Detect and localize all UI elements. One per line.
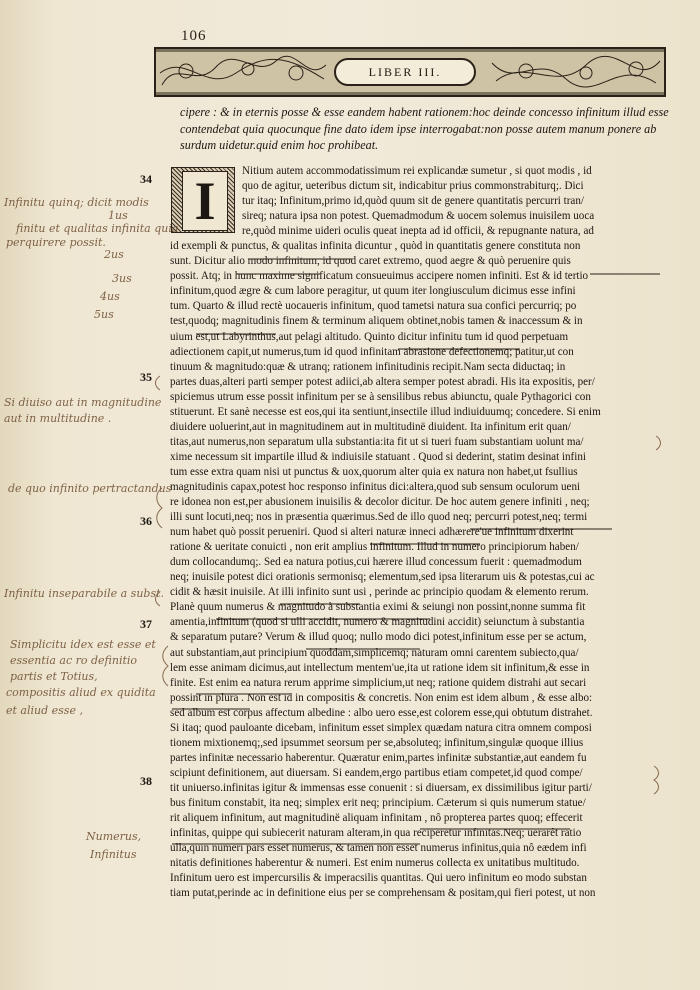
margin-note: 2us — [104, 248, 124, 261]
text-line: cidit & hæsit inuisile. At illi infinito sunt usi , perinde ac principio quodam & elemento rerum. — [170, 586, 589, 599]
text-line: tionem mixtionemq;,sed ipsummet seorsum per se,absoluteq; infinitum,singulæ quoque illius — [170, 736, 584, 749]
margin-note: essentia ac ro definitio — [10, 654, 138, 667]
text-line: Si itaq; quod pauloante dicebam, infinitum esset simplex quædam natura citra omnem composi — [170, 721, 592, 734]
text-line: sireq; natura ipsa non potest. Quemadmodum & uocem solemus inuisilem uoca — [242, 210, 595, 223]
italic-line: surdum uidetur.quid enim hoc prohibeat. — [180, 138, 379, 152]
running-title: LIBER III. — [334, 58, 476, 86]
margin-note: 3us — [112, 272, 132, 285]
margin-note: Simplicitu idex est esse et — [10, 638, 156, 651]
section-number: 35 — [140, 370, 152, 384]
italic-continuation — [180, 104, 669, 154]
text-line: tit uniuerso.infinitas igitur & immensas esse conuenit : si diuersam, ex dissimilibus igitur parti/ — [170, 781, 592, 794]
text-line: spiciemus utrum esse possit infinitum per se à sensilibus rebus abiunctu, quale Pythagorici con — [170, 390, 591, 403]
text-line: possit. Atq; in hunc maxime significatum consueuimus accipere nomen infiniti. Est & id tertio — [170, 270, 589, 283]
text-line: tur itaq; Infinitum,primo id,quòd quum sit de genere quantitatis percurri tran/ — [242, 195, 584, 208]
text-line: possint in plura . Non est id in compositis & concretis. Non enim est idem album , & esse albo: — [170, 691, 593, 704]
italic-line: contendebat quia quocunque fine dato idem ipse interrogabat:non posse autem manum ponere ab — [180, 121, 657, 136]
folio-number: 106 — [181, 28, 207, 44]
text-line: titas,aut numerus,non separatum ulla substantia:ita fit ut si tueri fuam substantiam uolunt ma/ — [170, 435, 584, 448]
margin-note: compositis aliud ex quidita — [6, 686, 156, 699]
text-line: test,quodq; magnitudinis finem & terminum aliquem obtinet,nobis tamen & inaccessum & in — [170, 315, 583, 328]
text-line: quo de agitur, ueteribus dictum sit, indicabitur prius commonstrabiturq;. Dici — [242, 180, 584, 193]
text-line: scipiunt definitionem, aut diuersam. Si eandem,ergo partibus etiam competet,id quod compe/ — [170, 766, 583, 779]
text-line: ulla,quin numeri pars esset numerus, & tamen non esset numerus infinitus,quia nô eædem infi — [170, 842, 587, 855]
text-line: tiam putat,perinde ac in definitione eius per se comprehensam & positam,qui fieri potest, ut non — [170, 887, 596, 900]
text-line: partes duas,alteri parti semper potest adiici,ab altera semper potest abradi. His ita expositis, per/ — [170, 375, 595, 388]
text-line: diuidere uoluerint,aut in magnitudinem aut in multitudinë diuident. Ita infinitum erit quan/ — [170, 420, 571, 433]
italic-line: cipere : & in eternis posse & esse eandem habent rationem:hoc deinde concesso infinitum illud esse — [180, 105, 669, 119]
text-line: xime necessum sit impartile illud & indiuisile statuant . Quod si dederint, statim desinat infini — [170, 450, 586, 463]
text-line: dum collocandumq;. Sed ea natura potius,cui hærere illud concessum fuerit : quemadmodum — [170, 556, 582, 569]
text-line: neq; inuisile potest dici orationis sermonisq; elementum,sed ipsa literarum uis & potestas,cui ac — [170, 571, 595, 584]
text-line: infinitum,quod ægre & cum labore peragitur, ut quum iter longiusculum dicimus esse infini — [170, 285, 576, 298]
text-line: Planè quum numerus & magnitudo à substantia eximi & seiungi non possint,nonne summa fit — [170, 601, 586, 614]
text-line: lem esse animam dicimus,aut intellectum mentem'ue,ita ut ratione idem sit infinitum,& esse in — [170, 661, 590, 674]
text-line: amentia,infinitum (quod si ulli accidit, numero & magnitudini accidit) seiunctum à substantia — [170, 616, 585, 629]
header-banner — [154, 47, 666, 97]
margin-note: partis et Totius, — [10, 670, 98, 683]
text-line: tum esse extra quam nisi ut punctus & uox,quorum alter quia ex natura non habet,ut fsullius — [170, 465, 578, 478]
section-number: 38 — [140, 774, 152, 788]
margin-note: de quo infinito pertractandus — [8, 482, 172, 495]
margin-note: Numerus, — [86, 830, 142, 843]
text-line: rit aliquem infinitum, aut magnitudinë aliquam infinitam , nô propterea partes quoq; effecerit — [170, 812, 583, 825]
text-line: num habet quò possit perueniri. Quod si alteri naturæ inneci adhærere'ue infinitum dixerint — [170, 526, 574, 539]
text-line: illi sunt locuti,neq; nos in præsentia quærimus.Sed de illo quod neq; percurri potest,neq; termi — [170, 511, 588, 524]
text-line: ratione & ueritate conuicti , non erit amplius infinitum. Illud in numero principiorum haben/ — [170, 541, 579, 554]
text-line: re,quòd minime uideri oculis queat inepta ad id officii, & repugnante natura, ad — [242, 225, 594, 238]
margin-note: finitu et qualitas infinita quia — [16, 222, 179, 235]
text-line: nitatis definitiones haberentur & numeri. Est enim numerus collecta ex unitatibus multitudo. — [170, 857, 580, 870]
margin-note: Infinitu inseparabile a subst. — [4, 587, 165, 600]
text-line: Infinitum uero est impercursilis & imperacsilis quantitas. Qui uero infinitum eo modo substan — [170, 872, 587, 885]
text-line: & separatum putare? Verum & illud quoq; nullo modo dici potest,infinitum esse per se actum, — [170, 631, 587, 644]
text-line: partes infinitæ necessario haberentur. Quæratur enim,partes infinitæ substantiæ,aut eandem fu — [170, 751, 587, 764]
main-text-block — [170, 164, 660, 901]
margin-note: 5us — [94, 308, 114, 321]
text-line: infinitas, quippe qui subiecerit naturam alteram,in qua reciperetur infinitas.Neq; uerarêt ratio — [170, 827, 582, 840]
text-line: id exempli & punctus, & qualitas infinita dicuntur , quòd in quantitatis genere constituta non — [170, 240, 581, 253]
text-line: uium est,ut Labyrinthus,aut pelagi altitudo. Quinto dicitur infinitu tum id quod perpetuam — [170, 330, 569, 343]
text-line: aut substantiam,aut principium quoddam,simplicemq; naturam omni carentem subiecto,qua/ — [170, 646, 579, 659]
margin-note: et aliud esse , — [6, 704, 83, 717]
margin-note: 1us — [108, 209, 128, 222]
section-number: 36 — [140, 514, 152, 528]
section-number: 37 — [140, 617, 152, 631]
text-line: re idonea non est,per abusionem inuisilis & decolor dicitur. De hoc autem genere infiniti , neq; — [170, 496, 590, 509]
margin-note: aut in multitudine . — [4, 412, 112, 425]
text-line: tinuum & magnitudo:quæ & utranq; rationem infinitudinis recipit.Nam secta diductaq; in — [170, 360, 566, 373]
margin-note: Infinitu quinq; dicit modis — [4, 196, 149, 209]
section-number: 34 — [140, 172, 152, 186]
text-line: finite. Est enim ea natura rerum apprime simplicium,ut neq; ratione quidem distrahi aut secari — [170, 676, 587, 689]
margin-note: 4us — [100, 290, 120, 303]
margin-note: perquirere possit. — [6, 236, 106, 249]
margin-note: Si diuiso aut in magnitudine — [4, 396, 162, 409]
text-line: magnitudinis capax,potest hoc responso infinitus dici:altera,quod sub sensum oculorum ueni — [170, 480, 581, 493]
text-line: stituerunt. Et sanè necesse est eos,qui ita sentiunt,insectile illud indiuiduumq; concedere. Si enim — [170, 405, 601, 418]
text-line: sunt. Dicitur alio modo infinitum, id quod caret extremo, quod aegre & quò peruenire quis — [170, 255, 571, 268]
text-line: adiectionem capit,ut numerus,tum id quod infinitam abrasione defectionemq; patitur,ut con — [170, 345, 574, 358]
margin-note: Infinitus — [90, 848, 137, 861]
text-line: bus finitum constabit, ita neq; simplex erit neq; principium. Cæterum si quis numerum statue/ — [170, 796, 586, 809]
drop-cap-letter: I — [182, 171, 228, 231]
text-line: sed album est corpus affectum albedine : albo uero esse,est colorem esse,qui obtutum distrahet. — [170, 706, 593, 719]
text-line: Nitium autem accommodatissimum rei explicandæ sumetur , si quot modis , id — [242, 165, 592, 177]
text-line: tum. Quarto & illud rectè uocaueris infinitum, quod tametsi natura sua confici percurriq; po — [170, 300, 577, 313]
